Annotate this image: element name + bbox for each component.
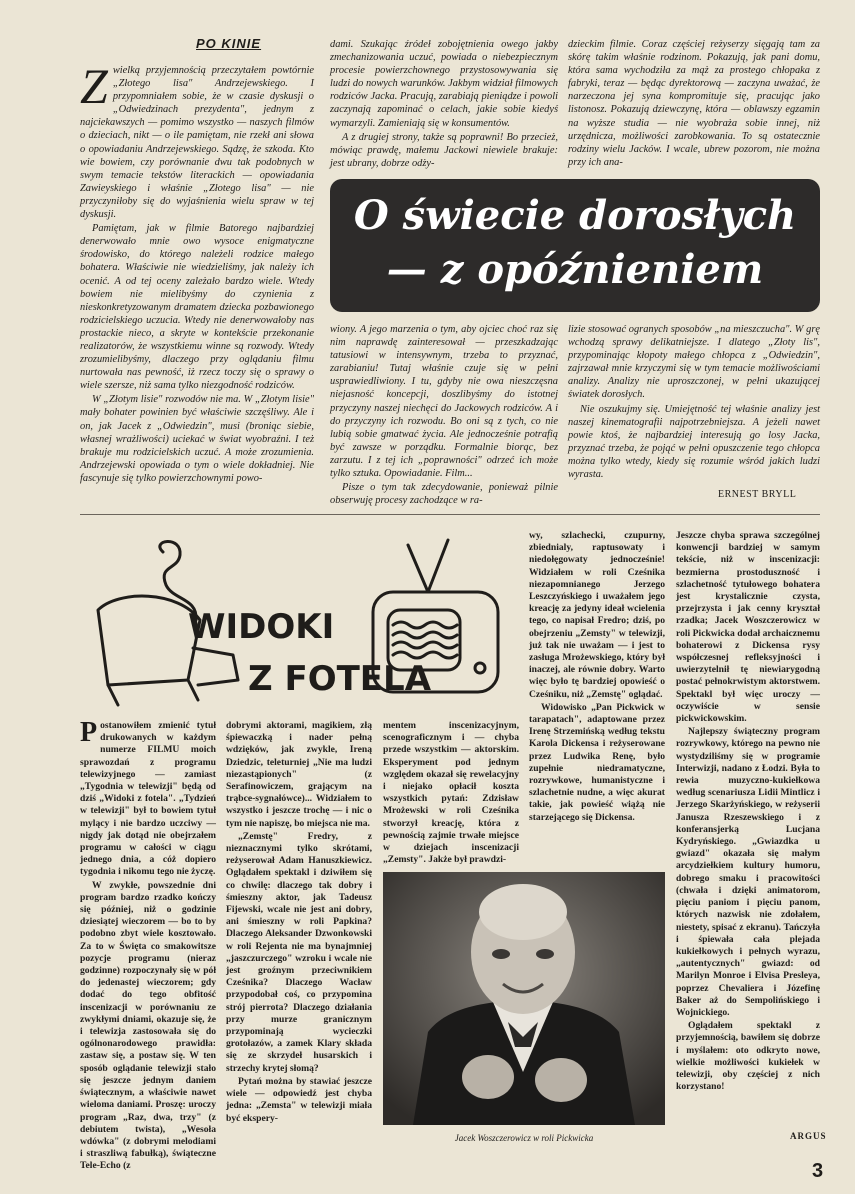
article2-paragraph: Najlepszy świąteczny program rozrywkowy, którego na pewno nie wystydziliśmy się w programie Interwizji, nadano z Łodzi. Była to rewia muzyczno-kukiełkowa według scenariusza Lidii Mintlicz i Jerzego Skarżyńskiego, w reżyserii Janusza Rzeszewskiego i z konferansjerką Lucjana Kydryńskiego. „Gwiazdka u gwiazd" okazała się małym arcydziełkiem kultury humoru, dobrego smaku i pracowitości (chwała i dzięki animatorom, pięciu paniom i pięciu panom, których nazwisk nie zdołałem, niestety, spisać z ekranu). Tańczyła i śpiewała cała plejada kukiełkowych i pełnych wyrazu, „autentycznych" gwiazd: od Marilyn Monroe i Elvisa Presleya, poprzez Chevaliera i Józefinę Baker aż do Sempolińskiego i Wojnickiego. [676,726,820,1018]
pickwick-photo [383,872,665,1125]
section-divider [80,514,820,515]
article2-columnA [80,717,216,1180]
article1-column3-top [568,38,820,174]
article1-paragraph: dzieckim filmie. Coraz częściej reżyserzy sięgają tam za skórę takim właśnie rodzinom. Pokazują, jak pani domu, która sama wychodziła za mąż za prostego chłopaka z fabryki, teraz — będąc dyrektorową — zaczyna uważać, że narzeczona jej syna kompromituje się, pracując jako listonosz. Pokazują dziewczynę, która — oblawszy egzamin na wyższe studia — nie wyobraża sobie innej, niż urzędnicza, możliwości zarobkowania. To są ostatecznie rodziny wielu Jacków. I wcale, ubrew pozorom, nie można przy ich ana- [568,39,820,168]
article1-paragraph: Pisze o tym tak zdecydowanie, ponieważ pilnie obserwuję procesy zachodzące w ra- [330,482,558,507]
page-number: 3 [812,1160,824,1182]
article2-dropcap: P [80,717,98,748]
article2-columnB [226,720,372,1180]
photo-caption: Jacek Woszczerowicz w roli Pickwicka [454,1133,594,1143]
article1-title-line1: O świecie dorosłych [353,192,797,239]
section-kicker: PO KINIE [196,36,262,51]
article1-dropcap: Z [80,58,108,114]
article2-paragraph: Widowisko „Pan Pickwick w tarapatach", adaptowane przez Irenę Strzemińską według tekstu Karola Dickensa i reżyserowane przez Ludwika Renę, było zupełnie niedramatyczne, rozrywkowe, humanistyczne i szlachetnie nudne, a więc akurat takie, jak powieść wiążą nie starzejącego się Dickensa. [529,701,665,823]
article1-paragraph: dami. Szukając źródeł zobojętnienia owego jakby zmechanizowania uczuć, powiada o niebezpiecznym procesie powierzchownego przystosowywania się ludzi do nowych warunków. Jakbym widział filmowych rodziców Jacka. Pracują, zarabiają pieniądze i powoli zaczynają zapominać o celach, jakie sobie kiedyś wymarzyli. Zamieniają się w konsumentów. [330,39,558,129]
article1-column3-bottom [568,323,820,487]
article2-paragraph: mentem inscenizacyjnym, scenograficznym i — chyba przede wszystkim — aktorskim. Eksperyment pod jednym względem okazał się rewelacyjny i niejako opłacił koszta wszystkich pytań: Zdzisław Mrożewski w roli Cześnika stworzył kreację, która z pewnością zajmie trwałe miejsce w dziejach inscenizacji „Zemsty". Jakże był prawdzi- [383,720,519,866]
article2-paragraph: dobrymi aktorami, magikiem, złą śpiewaczką i nader pełną wdzięków, jak zwykle, Ireną Dziedzic, teleturniej „Nie ma ludzi niezastąpionych" (z Serafinowiczem, grającym na trąbce-sygnałówce)... Widziałem to wszystko i jeszcze trochę — i nic o tym nie napiszę, bo miejsca nie ma. [226,720,372,829]
article1-title-box [330,179,820,312]
article2-columnE [676,530,820,1130]
article2-paragraph: W zwykłe, powszednie dni program bardzo rzadko kończy się później, niż o godzinie dziesiątej wieczorem — bo to by podobno zbyt wiele kosztowało. Za to w Święta co smakowitsze pozycje programu (nieraz godzinne) rozpoczynały się w pół do jedenastej wieczorem; gdy dodać do tego obfitość inscenizacji w porównaniu ze zwykłymi dniami, okazuje się, że i telewizja zastosowała się do ogólnonarodowego prawidła: zastaw się, a postaw się. W ten sposób oglądanie telewizji stało się jeszcze jednym daniem świątecznym, a właściwie nawet wieloma daniami. Proszę: uroczy program „Raz, dwa, trzy" (z debiutem twista), „Wesoła wdówka" (z dobrymi melodiami i straszliwą fabułką), świąteczne Tele-Echo (z [80,879,216,1172]
article1-author: ERNEST BRYLL [718,489,797,500]
article2-title-line2: Z FOTELA [248,659,432,699]
article1-column1 [80,58,314,500]
article2-paragraph: Pytań można by stawiać jeszcze wiele — odpowiedź jest chyba jedna: „Zemsta" w telewizji miała być ekspery- [226,1075,372,1124]
article2-title-line1: WIDOKI [188,607,335,647]
article1-title-line2: — z opóźnieniem [386,246,764,293]
article1-paragraph: wielką przyjemnością przeczytałem powtórnie „Złotego lisa" Andrzejewskiego. I przypomniałem sobie, że w czasie dyskusji o „Odwiedzinach prezydenta", jednym z najciekawszych — pomimo wszystko — naszych filmów o dzieciach, nikt — o ile pamiętam, nie rzekł ani słowa o opowiadaniu Andrzejewskiego. Sądzę, że szkoda. Kto wie bowiem, czy porównanie dwu tak podobnych w swym temacie tekstów literackich — opowiadania Zawieyskiego i właśnie „Złotego lisa" — nie przyczyniłoby się do wyjaśnienia wielu spraw w tej dyskusji. [80,65,314,221]
article2-columnC [383,720,519,866]
article2-paragraph: wy, szlachecki, czupurny, zbiednialy, raptusowaty i niedołęgowaty jednocześnie! Widziałem w roli Cześnika niezapomnianego Jerzego Leszczyńskiego i uważałem jego kreację za jedyny ideał wcielenia tego, co napisał Fredro; dziś, po obejrzeniu „Zemsty" w telewizji, już tak nie uważam — i jest to zasługa Mrożewskiego, który był inaczej, ale równie dobry. Warto więc było tę bardziej opowieść o Cześniku, niż „Zemstę" oglądać. [529,530,665,700]
article2-paragraph: ostanowiłem zmienić tytuł drukowanych w każdym numerze FILMU moich sprawozdań z programu telewizyjnego — zamiast „Tygodnia w telewizji" będą od dziś „Widoki z fotela". „Tydzień w telewizji" był to bowiem tytuł mylący i nie bardzo uczciwy — nigdy jak dotąd nie obejrzałem programu w całości w ciągu jednego dnia, a cóż dopiero tygodnia i nikomu tego nie życzę. [80,720,216,878]
article1-column2-top [330,38,558,174]
article1-paragraph: A z drugiej strony, także są poprawni! Bo przecież, mówiąc prawdę, małemu Jackowi niewiele brakuje: jest ubrany, dobrze odży- [330,131,558,169]
article1-paragraph: Pamiętam, jak w filmie Batorego najbardziej denerwowało mnie owo wysoce enigmatyczne środowisko, do którego należeli rodzice małego bohatera. Właściwie nie wiedzieliśmy, jak należy ich ocenić. A od tej oceny zależało bardzo wiele. Wtedy bowiem nie mielibyśmy do czynienia z nieskonkretyzowanym dramatem dziecka pozbawionego rodzicielskiego uczucia. Wtedy nie denerwowałoby nas prostackie nieco, a skryte w kontekście przekonanie realizatorów, że wszystkiemu winne są rozwody. Wtedy zrozumielibyśmy, dlaczego przy oglądaniu filmu nurtowała nas pewność, iż rzecz toczy się o sprawy o wiele szersze, niż sama tylko niezgodność rodziców. [80,223,314,392]
article2-paragraph: „Zemstę" Fredry, z nieznacznymi tylko skrótami, reżyserował Adam Hanuszkiewicz. Oglądałem spektakl i dziwiłem się co chwilę: dlaczego tak dobry i śmieszny aktor, jak Tadeusz Fijewski, wcale nie jest ani dobry, ani śmieszny w roli Papkina? Dlaczego Aleksander Dzwonkowski w roli Rejenta nie ma bynajmniej „jaszczurczego" wzroku i wcale nie jest groźnym przeciwnikiem Cześnika? Dlaczego Wacław przypodobał coś, co przypomina strój pierrota? Dlaczego działania przy murze granicznym przypominają wycieczki grotołazów, a zamek Klary składa się ze skrzydeł husarskich i strzechy krytej słomą? [226,830,372,1074]
article1-column2-bottom [330,323,558,507]
armchair-tv-logo [88,530,508,710]
article1-paragraph: wiony. A jego marzenia o tym, aby ojciec choć raz się nim naprawdę zainteresował — przeszkadzając tatusiowi w intensywnym, trzeba to przyznać, zarabianiu! Tutaj właśnie czuje się w pełni usprawiedliwiony. I tu, gdyby nie owa nieszczęsna niejasność koncepcji, doszlibyśmy do istotnej przyczyny naszej niechęci do Jackowych rodziców. A i do przyczyny ich rozwodu. Bo oni są z tych, co nie lubią sobie gmatwać życia. Ale jednocześnie potrafią być zawsze w porządku. Formalnie biorąc, bez zarzutu. I z tej ich „poprawności" odrzeć ich może tylko sztuka. Opowiadanie. Film... [330,324,558,480]
article1-paragraph: W „Złotym lisie" rozwodów nie ma. W „Złotym lisie" mały bohater powinien być właściwie szczęśliwy. Ale i on, jak Jacek z „Odwiedzin", musi (broniąc siebie, własnej wrażliwości) uciekać w świat wyobraźni. I też brakuje mu rodzicielskich uczuć. A może zrozumienia. Andrzejewski opowiada o tym o wiele dokładniej. Nie fascynuje się tylko powierzchownymi powo- [80,394,314,484]
article1-paragraph: Nie oszukujmy się. Umiejętność tej właśnie analizy jest naszej kinematografii najpotrzebniejsza. A jeżeli nawet powie ktoś, że najbardziej interesują go losy Jacka, przyznać trzeba, że pojąć w pełni opuszczenie tego chłopca można tylko wtedy, kiedy się rozumie wśród jakich ludzi wyrasta. [568,403,820,481]
article2-paragraph: Jeszcze chyba sprawa szczególnej konwencji bardziej w samym tekście, niż w inscenizacji: bezmierna prostoduszność i szlachetność tytułowego bohatera jest krystalicznie czysta, przejrzysta i jak cenny kryształ rzadka; Jacek Woszczerowicz w roli Pickwicka dodał archaicznemu bohaterowi z Dickensa rysy współczesnej refleksyjności i uwierzytelnił tę niewiarygodną postać pełnokrwistym aktorstwem. Spektakl był więc uroczy — oczywiście w sensie pickwickowskim. [676,530,820,725]
article2-paragraph: Oglądałem spektakl z przyjemnością, bawiłem się dobrze i myślałem: oto odkryto nowe, wielkie możliwości kukiełek w telewizji, oby częściej z nich korzystano! [676,1020,820,1093]
article2-author: ARGUS [790,1131,827,1141]
armchair-icon [98,596,200,685]
article2-columnD [529,530,665,862]
article1-paragraph: lizie stosować ogranych sposobów „na mieszczucha". W grę wchodzą sprawy delikatniejsze. I dlatego „Złoty lis", przypominając kłopoty małego chłopca z „Odwiedzin", zajrzawał mnie krzyczymi się w tym temacie możliwościami analizy. Analizy nie uproszczonej, w pełni ukazującej światek dorosłych. [568,324,820,401]
